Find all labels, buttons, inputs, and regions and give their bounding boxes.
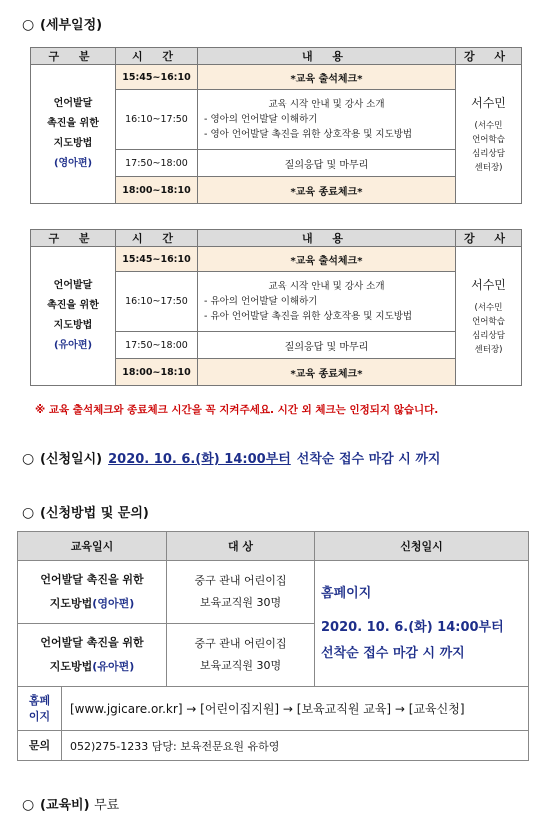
instructor-cell: 서수민 (서수민 언어학습 심리상담 센터장) xyxy=(456,247,522,386)
table-header-row: 구 분 시 간 내 용 강 사 xyxy=(31,230,522,247)
homepage-row: 홈페 이지 [www.jgicare.or.kr] → [어린이집지원] → [보육교직원 교육] → [교육신청] xyxy=(18,687,529,731)
table-row: 17:50~18:00 질의응답 및 마무리 xyxy=(31,332,522,359)
table-row: 언어발달 촉진을 위한 지도방법 (유아편) 15:45~16:10 *교육 출석체크* 서수민 (서수민 언어학습 심리상담 센터장) xyxy=(31,247,522,272)
table-row: 18:00~18:10 *교육 종료체크* xyxy=(31,177,522,204)
table-row: 16:10~17:50 교육 시작 안내 및 강사 소개 - 영아의 언어발달 이해하기 - 영아 언어발달 촉진을 위한 상호작용 및 지도방법 xyxy=(31,90,522,150)
category-cell: 언어발달 촉진을 위한 지도방법 (유아편) xyxy=(31,247,116,386)
table-row: 언어발달 촉진을 위한 지도방법 (영아편) 15:45~16:10 *교육 출석체크* 서수민 (서수민 언어학습 심리상담 센터장) xyxy=(31,65,522,90)
table-header-row: 구 분 시 간 내 용 강 사 xyxy=(31,48,522,65)
table-header-row: 교육일시 대 상 신청일시 xyxy=(18,532,529,561)
category-tag: (유아편) xyxy=(53,340,93,351)
inquiry-contact: 052)275-1233 담당: 보육전문요원 유하영 xyxy=(62,731,529,761)
homepage-path: [www.jgicare.or.kr] → [어린이집지원] → [보육교직원 교육] → [교육신청] xyxy=(62,687,529,731)
circle-marker: ○ xyxy=(22,451,35,467)
attendance-notice: ※ 교육 출석체크와 종료체크 시간을 꼭 지켜주세요. 시간 외 체크는 인정되지 않습니다. xyxy=(35,404,439,416)
table-row: 언어발달 촉진을 위한 지도방법(유아편) 중구 관내 어린이집 보육교직원 30명 xyxy=(18,624,529,687)
application-period-cell: 홈페이지 2020. 10. 6.(화) 14:00부터 선착순 접수 마감 시 까지 xyxy=(315,561,529,687)
table-row: 17:50~18:00 질의응답 및 마무리 xyxy=(31,150,522,177)
method-heading: ○ (신청방법 및 문의) xyxy=(22,505,149,521)
table-row: 18:00~18:10 *교육 종료체크* xyxy=(31,359,522,386)
schedule-heading: ○ (세부일정) xyxy=(22,17,103,33)
schedule-table-toddler xyxy=(30,229,522,386)
table-row: 16:10~17:50 교육 시작 안내 및 강사 소개 - 유아의 언어발달 이해하기 - 유아 언어발달 촉진을 위한 상호작용 및 지도방법 xyxy=(31,272,522,332)
period-date: 2020. 10. 6.(화) 14:00부터 xyxy=(108,452,291,467)
category-tag: (영아편) xyxy=(53,158,93,169)
application-table xyxy=(17,531,529,761)
circle-marker: ○ xyxy=(22,505,35,521)
circle-marker: ○ xyxy=(22,797,35,813)
schedule-table-infant xyxy=(30,47,522,204)
fee-heading: ○ (교육비) 무료 xyxy=(22,797,120,813)
circle-marker: ○ xyxy=(22,17,35,33)
instructor-cell: 서수민 (서수민 언어학습 심리상담 센터장) xyxy=(456,65,522,204)
table-row: 언어발달 촉진을 위한 지도방법(영아편) 중구 관내 어린이집 보육교직원 30명 홈페이지 2020. 10. 6.(화) 14:00부터 선착순 접수 마감 시 까지 xyxy=(18,561,529,624)
period-heading: ○ (신청일시) 2020. 10. 6.(화) 14:00부터 선착순 접수 마감 시 까지 xyxy=(22,451,441,467)
category-cell: 언어발달 촉진을 위한 지도방법 (영아편) xyxy=(31,65,116,204)
inquiry-row: 문의 052)275-1233 담당: 보육전문요원 유하영 xyxy=(18,731,529,761)
